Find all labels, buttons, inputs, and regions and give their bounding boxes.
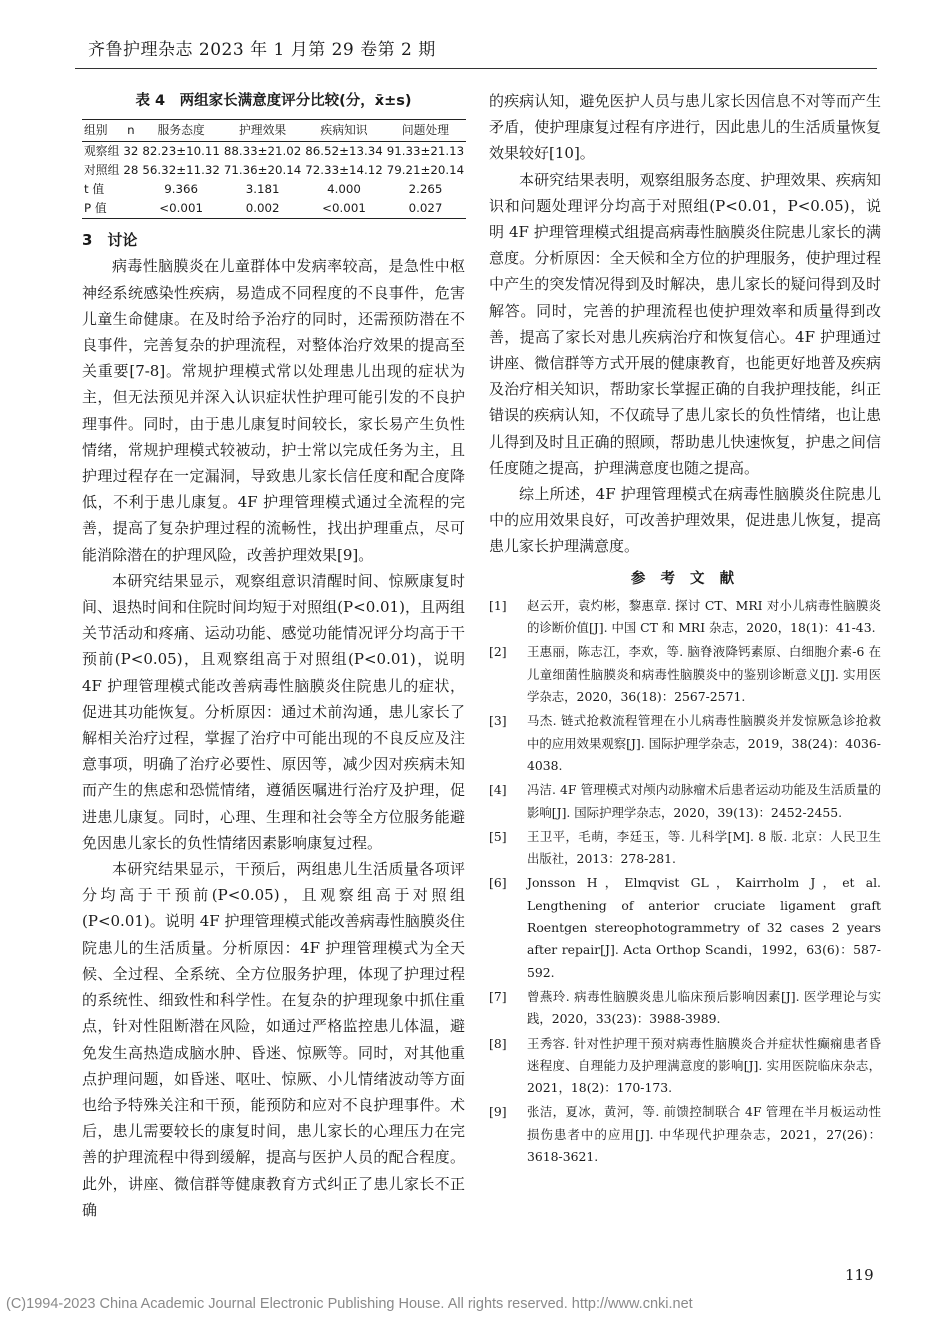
header-divider bbox=[75, 68, 877, 69]
right-column bbox=[489, 88, 881, 1170]
table-row bbox=[82, 161, 466, 180]
reference-text: 王惠丽，陈志江，李欢，等. 脑脊液降钙素原、白细胞介素-6 在儿童细菌性脑膜炎和病毒性脑膜炎中的鉴别诊断意义[J]. 实用医学杂志，2020，36(18)：2567-2571. bbox=[527, 644, 881, 705]
copyright-footer: (C)1994-2023 China Academic Journal Electronic Publishing House. All rights reserved. http://www.cnki.net bbox=[6, 1296, 693, 1312]
reference-item bbox=[489, 1033, 881, 1100]
table-cell: <0.001 bbox=[303, 199, 384, 219]
table-row bbox=[82, 180, 466, 199]
reference-number: [7] bbox=[489, 988, 507, 1004]
table-cell: 观察组 bbox=[84, 144, 120, 159]
table-header-cell: 组别 bbox=[82, 120, 121, 142]
reference-number: [1] bbox=[489, 597, 507, 613]
table-cell bbox=[121, 199, 140, 219]
reference-number: [4] bbox=[489, 782, 507, 798]
table-cell: 79.21±20.14 bbox=[386, 163, 465, 178]
table-cell: 0.002 bbox=[222, 199, 303, 219]
reference-item bbox=[489, 1101, 881, 1168]
table-cell: 3.181 bbox=[245, 182, 280, 197]
left-column bbox=[82, 88, 465, 1223]
table-cell: P 值 bbox=[82, 199, 121, 219]
table-cell: 88.33±21.02 bbox=[223, 144, 302, 159]
reference-text: 马杰. 链式抢救流程管理在小儿病毒性脑膜炎并发惊厥急诊抢救中的应用效果观察[J]. 国际护理学杂志，2019，38(24)：4036-4038. bbox=[527, 713, 881, 773]
table-cell bbox=[121, 180, 140, 199]
body-paragraph: 本研究结果显示，观察组意识清醒时间、惊厥康复时间、退热时间和住院时间均短于对照组(P<0.01)，且两组关节活动和疼痛、运动功能、感觉功能情况评分均高于干预前(P<0.05)，且观察组高于对照组(P<0.01)，说明 4F 护理管理模式能改善病毒性脑膜炎住院患儿的症状，促进其功能恢复。分析原因：通过术前沟通，患儿家长了解相关治疗过程，掌握了治疗中可能出现的不良反应及注意事项，明确了治疗必要性、原因等，减少因对疾病未知而产生的焦虑和恐慌情绪，遵循医嘱进行治疗及护理，促进患儿康复。同时，心理、生理和社会等全方位服务能避免因患儿家长的负性情绪因素影响康复过程。 bbox=[82, 571, 465, 852]
table-cell: 86.52±13.34 bbox=[305, 144, 383, 159]
reference-number: [3] bbox=[489, 713, 507, 729]
reference-number: [6] bbox=[489, 875, 507, 891]
table-caption: 表 4 两组家长满意度评分比较(分，x̄±s) bbox=[135, 93, 412, 109]
table-header-cell: 问题处理 bbox=[385, 120, 466, 142]
reference-text: 王秀容. 针对性护理干预对病毒性脑膜炎合并症状性癫痫患者昏迷程度、自理能力及护理满意度的影响[J]. 实用医院临床杂志，2021，18(2)：170-173. bbox=[527, 1035, 881, 1096]
references-heading: 参 考 文 献 bbox=[630, 570, 740, 587]
page-number: 119 bbox=[845, 1266, 874, 1284]
reference-number: [8] bbox=[489, 1035, 507, 1051]
table-cell: t 值 bbox=[84, 182, 105, 197]
table-header-cell: 服务态度 bbox=[140, 120, 221, 142]
table-cell: <0.001 bbox=[140, 199, 221, 219]
table-header-row bbox=[82, 120, 466, 142]
table-cell: 9.366 bbox=[164, 182, 199, 197]
table-cell: 56.32±11.32 bbox=[142, 163, 220, 178]
reference-item bbox=[489, 779, 881, 824]
table-cell: 28 bbox=[123, 163, 139, 178]
table-cell: 2.265 bbox=[408, 182, 443, 197]
body-paragraph: 综上所述，4F 护理管理模式在病毒性脑膜炎住院患儿中的应用效果良好，可改善护理效果，促进患儿恢复，提高患儿家长护理满意度。 bbox=[489, 485, 881, 556]
reference-text: 冯洁. 4F 管理模式对颅内动脉瘤术后患者运动功能及生活质量的影响[J]. 国际护理学杂志，2020，39(13)：2452-2455. bbox=[527, 782, 881, 820]
body-paragraph: 病毒性脑膜炎在儿童群体中发病率较高，是急性中枢神经系统感染性疾病，易造成不同程度的不良事件，危害儿童生命健康。在及时给予治疗的同时，还需预防潜在不良事件，完善复杂的护理流程，对整体治疗效果的提高至关重要[7-8]。常规护理模式常以处理患儿出现的症状为主，但无法预见并深入认识症状性护理可能引发的不良护理事件。同时，由于患儿康复时间较长，家长易产生负性情绪，常规护理模式较被动，护士常以完成任务为主，且护理过程存在一定漏洞，导致患儿家长信任度和配合度降低，不利于患儿康复。4F 护理管理模式通过全流程的完善，提高了复杂护理过程的流畅性，找出护理重点，尽可能消除潜在的护理风险，改善护理效果[9]。 bbox=[82, 257, 465, 564]
body-paragraph: 本研究结果显示，干预后，两组患儿生活质量各项评分均高于干预前(P<0.05)，且观察组高于对照组(P<0.01)。说明 4F 护理管理模式能改善病毒性脑膜炎住院患儿的生活质量。分析原因：4F 护理管理模式为全天候、全过程、全系统、全方位服务护理，体现了护理过程的系统性、细致性和科学性。在复杂的护理现象中抓住重点，针对性阻断潜在风险，如通过严格监控患儿体温，避免发生高热造成脑水肿、昏迷、惊厥等。同时，对其他重点护理问题，如昏迷、呕吐、惊厥、小儿情绪波动等方面也给予特殊关注和干预，能预防和应对不良护理事件。术后，患儿需要较长的康复时间，患儿家长的心理压力在完善的护理流程中得到缓解，提高与医护人员的配合程度。此外，讲座、微信群等健康教育方式纠正了患儿家长不正确 bbox=[82, 860, 465, 1219]
table-cell: 对照组 bbox=[84, 163, 120, 178]
satisfaction-table bbox=[82, 119, 466, 219]
reference-text: 赵云开，袁灼彬，黎惠章. 探讨 CT、MRI 对小儿病毒性脑膜炎的诊断价值[J]. 中国 CT 和 MRI 杂志，2020，18(1)：41-43. bbox=[527, 597, 881, 636]
reference-number: [5] bbox=[489, 828, 507, 844]
reference-number: [2] bbox=[489, 644, 507, 660]
table-cell: 82.23±10.11 bbox=[142, 144, 220, 159]
table-header-cell: 护理效果 bbox=[222, 120, 303, 142]
reference-item bbox=[489, 595, 881, 640]
reference-number: [9] bbox=[489, 1104, 507, 1120]
section-heading: 3 讨论 bbox=[82, 231, 138, 250]
reference-text: 王卫平，毛萌，李廷玉，等. 儿科学[M]. 8 版. 北京：人民卫生出版社，2013：278-281. bbox=[527, 828, 881, 867]
reference-item bbox=[489, 710, 881, 777]
body-paragraph-continued: 的疾病认知，避免医护人员与患儿家长因信息不对等而产生矛盾，使护理康复过程有序进行，因此患儿的生活质量恢复效果较好[10]。 bbox=[489, 92, 881, 163]
reference-text: Jonsson H，Elmqvist GL，Kairrholm J，et al. Lengthening of anterior cruciate ligament graft Roentgen stereophotogrammetry of 32 cases 2 years after repair[J]. Acta Orthop Scandi，1992，63(6)：587-592. bbox=[527, 875, 881, 980]
table-row bbox=[82, 142, 466, 162]
table-row bbox=[82, 199, 466, 219]
table-header-cell: n bbox=[121, 120, 140, 142]
table-cell: 72.33±14.12 bbox=[305, 163, 383, 178]
reference-item bbox=[489, 641, 881, 708]
table-cell: 32 bbox=[123, 144, 139, 159]
reference-item bbox=[489, 986, 881, 1031]
journal-header: 齐鲁护理杂志 2023 年 1 月第 29 卷第 2 期 bbox=[88, 40, 436, 60]
table-cell: 4.000 bbox=[327, 182, 361, 197]
reference-text: 曾燕玲. 病毒性脑膜炎患儿临床预后影响因素[J]. 医学理论与实践，2020，33(23)：3988-3989. bbox=[527, 988, 881, 1027]
table-cell: 0.027 bbox=[385, 199, 466, 219]
reference-item bbox=[489, 826, 881, 871]
table-cell: 71.36±20.14 bbox=[223, 163, 302, 178]
body-paragraph: 本研究结果表明，观察组服务态度、护理效果、疾病知识和问题处理评分均高于对照组(P<0.01，P<0.05)，说明 4F 护理管理模式组提高病毒性脑膜炎住院患儿家长的满意度。分析原因：全天候和全方位的护理服务，使护理过程中产生的突发情况得到及时解决，患儿家长的疑问得到及时解答。同时，完善的护理流程也使护理效率和质量得到改善，提高了家长对患儿疾病治疗和恢复信心。4F 护理通过讲座、微信群等方式开展的健康教育，也能更好地普及疾病及治疗相关知识，帮助家长掌握正确的自我护理技能，纠正错误的疾病认知，不仅疏导了患儿家长的负性情绪，也让患儿得到及时且正确的照顾，帮助患儿快速恢复，护患之间信任度随之提高，护理满意度也随之提高。 bbox=[489, 170, 881, 477]
reference-text: 张洁，夏冰，黄河，等. 前馈控制联合 4F 管理在半月板运动性损伤患者中的应用[J]. 中华现代护理杂志，2021，27(26)：3618-3621. bbox=[527, 1104, 881, 1164]
reference-item bbox=[489, 872, 881, 983]
table-header-cell: 疾病知识 bbox=[303, 120, 384, 142]
table-cell: 91.33±21.13 bbox=[386, 144, 465, 159]
